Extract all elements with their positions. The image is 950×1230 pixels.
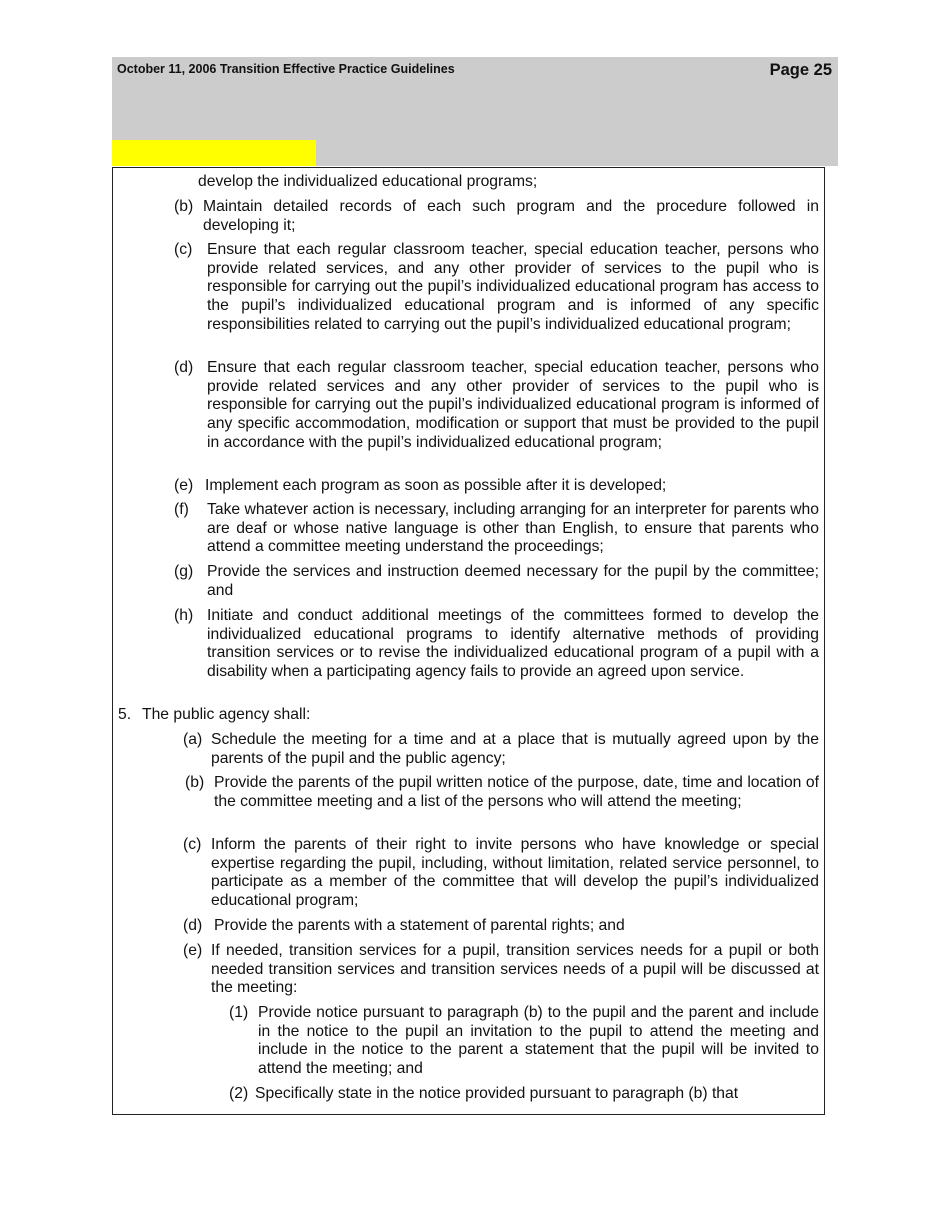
list-item (174, 359, 819, 453)
item-label: (2) (229, 1085, 249, 1102)
list-item (174, 563, 819, 600)
item-text: Provide the parents of the pupil written notice of the purpose, date, time and location of the committee meeting and a list of the persons who will attend the meeting; (214, 774, 819, 810)
item-text: Take whatever action is necessary, including arranging for an interpreter for parents who are deaf or whose native language is other than English, to ensure that parents who attend a committee meeting understand the proceedings; (207, 501, 819, 556)
item-label: (b) (174, 198, 194, 215)
item-label: (1) (229, 1004, 249, 1021)
item-text: Specifically state in the notice provided pursuant to paragraph (b) that (255, 1085, 739, 1102)
item-label: (c) (174, 241, 193, 258)
item-text: Inform the parents of their right to invite persons who have knowledge or special expertise regarding the pupil, including, without limitation, related service personnel, to participate as a member of the committee that will develop the pupil’s individualized educational program; (211, 836, 819, 910)
list-item (183, 731, 819, 768)
item-text: If needed, transition services for a pupil, transition services needs for a pupil or both needed transition services and transition services needs of a pupil will be discussed at the meeting: (211, 942, 819, 997)
list-item (174, 477, 819, 496)
list-item (174, 501, 819, 557)
item-text: Maintain detailed records of each such program and the procedure followed in developing it; (203, 198, 819, 234)
page-number: Page 25 (769, 61, 832, 79)
item-label: (d) (174, 359, 194, 376)
item-text: Provide the parents with a statement of parental rights; and (214, 917, 625, 934)
list-item (174, 241, 819, 335)
page-header (112, 57, 838, 166)
item-label: (h) (174, 607, 194, 624)
list-item (185, 774, 819, 811)
list-item (183, 836, 819, 911)
item-label: (e) (183, 942, 203, 959)
item-label: (g) (174, 563, 194, 580)
item-label: (f) (174, 501, 189, 518)
section-heading (118, 706, 819, 725)
item-text: Initiate and conduct additional meetings of the committees formed to develop the individualized educational programs to identify alternative methods of providing transition services or to revise the individualized educational program of a pupil with a disability when a participating agency fails to provide an agreed upon service. (207, 607, 819, 681)
item-text: Schedule the meeting for a time and at a place that is mutually agreed upon by the parents of the pupil and the public agency; (211, 731, 819, 767)
item-label: (e) (174, 477, 194, 494)
highlight-bar (112, 140, 316, 166)
list-item (183, 917, 819, 936)
list-item (183, 942, 819, 998)
item-label: (d) (183, 917, 203, 934)
item-label: (b) (185, 774, 205, 791)
item-text: Ensure that each regular classroom teacher, special education teacher, persons who provide related services, and any other provider of services to the pupil who is responsible for carrying out the pupil’s individualized educational program has access to the pupil’s individualized educational program and is informed of any specific responsibilities related to carrying out the pupil’s individualized educational program; (207, 241, 819, 333)
item-label: (c) (183, 836, 202, 853)
item-text: Provide the services and instruction deemed necessary for the pupil by the committee; and (207, 563, 819, 599)
list-item (229, 1004, 819, 1079)
list-item (229, 1085, 819, 1104)
section-number: 5. (118, 706, 132, 723)
continuation-text: develop the individualized educational programs; (198, 173, 538, 190)
item-text: Ensure that each regular classroom teacher, special education teacher, persons who provide related services and any other provider of services to the pupil who is responsible for carrying out the pupil’s individualized educational program is informed of any specific accommodation, modification or support that must be provided to the pupil in accordance with the pupil’s individualized educational program; (207, 359, 819, 451)
item-text: Implement each program as soon as possible after it is developed; (205, 477, 667, 494)
list-item (174, 198, 819, 235)
section-text: The public agency shall: (142, 706, 311, 723)
document-title: October 11, 2006 Transition Effective Practice Guidelines (117, 62, 455, 76)
list-item (174, 607, 819, 682)
item-text: Provide notice pursuant to paragraph (b) to the pupil and the parent and include in the notice to the pupil an invitation to the pupil to attend the meeting and include in the notice to the parent a statement that the pupil will be invited to attend the meeting; and (258, 1004, 819, 1078)
content-box (112, 167, 825, 1115)
item-label: (a) (183, 731, 203, 748)
